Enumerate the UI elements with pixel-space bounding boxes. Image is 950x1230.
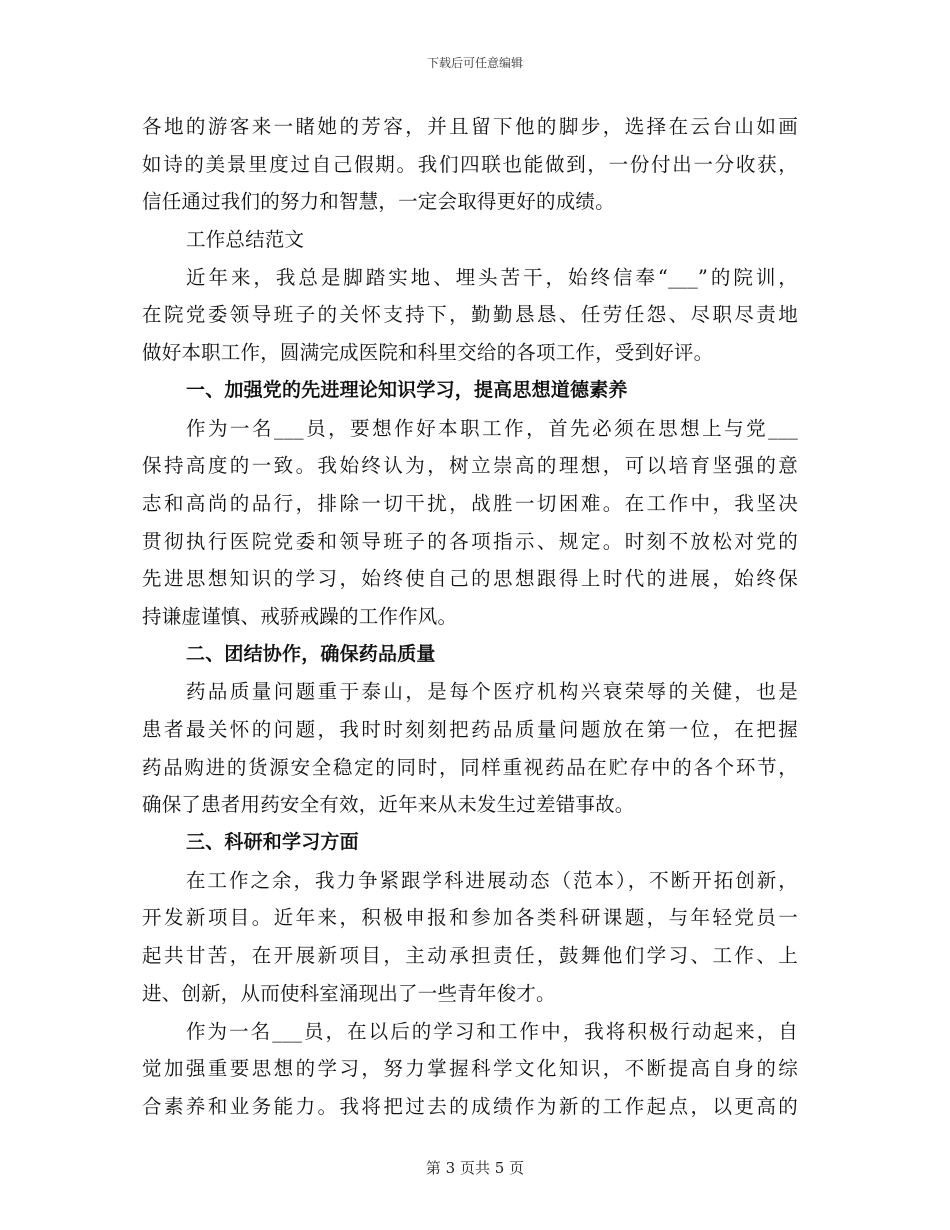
page-number: 第 3 页共 5 页 xyxy=(425,1159,525,1177)
text-line: 贯彻执行医院党委和领导班子的各项指示、规定。时刻不放松对党的 xyxy=(142,529,798,553)
section-heading: 一、加强党的先进理论知识学习，提高思想道德素养 xyxy=(186,378,628,401)
text-line: 作为一名___员，在以后的学习和工作中，我将积极行动起来，自 xyxy=(186,1019,798,1043)
text-line: 进、创新，从而使科室涌现出了一些青年俊才。 xyxy=(142,981,556,1005)
text-line: 在院党委领导班子的关怀支持下，勤勤恳恳、任劳任怨、尽职尽责地 xyxy=(142,303,798,327)
page-header: 下载后可任意编辑 xyxy=(426,56,523,70)
text-line: 如诗的美景里度过自己假期。我们四联也能做到，一份付出一分收获， xyxy=(142,152,798,176)
text-line: 确保了患者用药安全有效，近年来从未发生过差错事故。 xyxy=(142,793,635,817)
text-line: 做好本职工作，圆满完成医院和科里交给的各项工作，受到好评。 xyxy=(142,341,714,365)
text-line: 近年来，我总是脚踏实地、埋头苦干，始终信奉“___”的院训， xyxy=(186,265,798,289)
text-line: 在工作之余，我力争紧跟学科进展动态（范本），不断开拓创新， xyxy=(186,868,798,892)
text-line: 作为一名___员，要想作好本职工作，首先必须在思想上与党___ xyxy=(186,416,798,440)
text-line: 觉加强重要思想的学习，努力掌握科学文化知识，不断提高自身的综 xyxy=(142,1057,798,1081)
text-line: 药品购进的货源安全稳定的同时，同样重视药品在贮存中的各个环节， xyxy=(142,755,798,779)
text-line: 起共甘苦，在开展新项目，主动承担责任，鼓舞他们学习、工作、上 xyxy=(142,944,798,968)
text-line: 保持高度的一致。我始终认为，树立崇高的理想，可以培育坚强的意 xyxy=(142,454,798,478)
text-line: 合素养和业务能力。我将把过去的成绩作为新的工作起点，以更高的 xyxy=(142,1094,798,1118)
section-heading: 二、团结协作，确保药品质量 xyxy=(186,642,436,665)
section-heading: 三、科研和学习方面 xyxy=(186,831,359,854)
text-line: 工作总结范文 xyxy=(186,228,305,252)
text-line: 患者最关怀的问题，我时时刻刻把药品质量问题放在第一位，在把握 xyxy=(142,718,798,741)
text-line: 信任通过我们的努力和智慧，一定会取得更好的成绩。 xyxy=(142,190,615,214)
text-line: 先进思想知识的学习，始终使自己的思想跟得上时代的进展，始终保 xyxy=(142,567,798,591)
text-line: 持谦虚谨慎、戒骄戒躁的工作作风。 xyxy=(142,604,458,628)
text-line: 各地的游客来一睹她的芳容，并且留下他的脚步，选择在云台山如画 xyxy=(142,115,798,138)
text-line: 药品质量问题重于泰山，是每个医疗机构兴衰荣辱的关健，也是 xyxy=(186,680,798,704)
text-line: 开发新项目。近年来，积极申报和参加各类科研课题，与年轻党员一 xyxy=(142,906,798,930)
text-line: 志和高尚的品行，排除一切干扰，战胜一切困难。在工作中，我坚决 xyxy=(142,491,798,515)
document-body xyxy=(142,108,798,1126)
